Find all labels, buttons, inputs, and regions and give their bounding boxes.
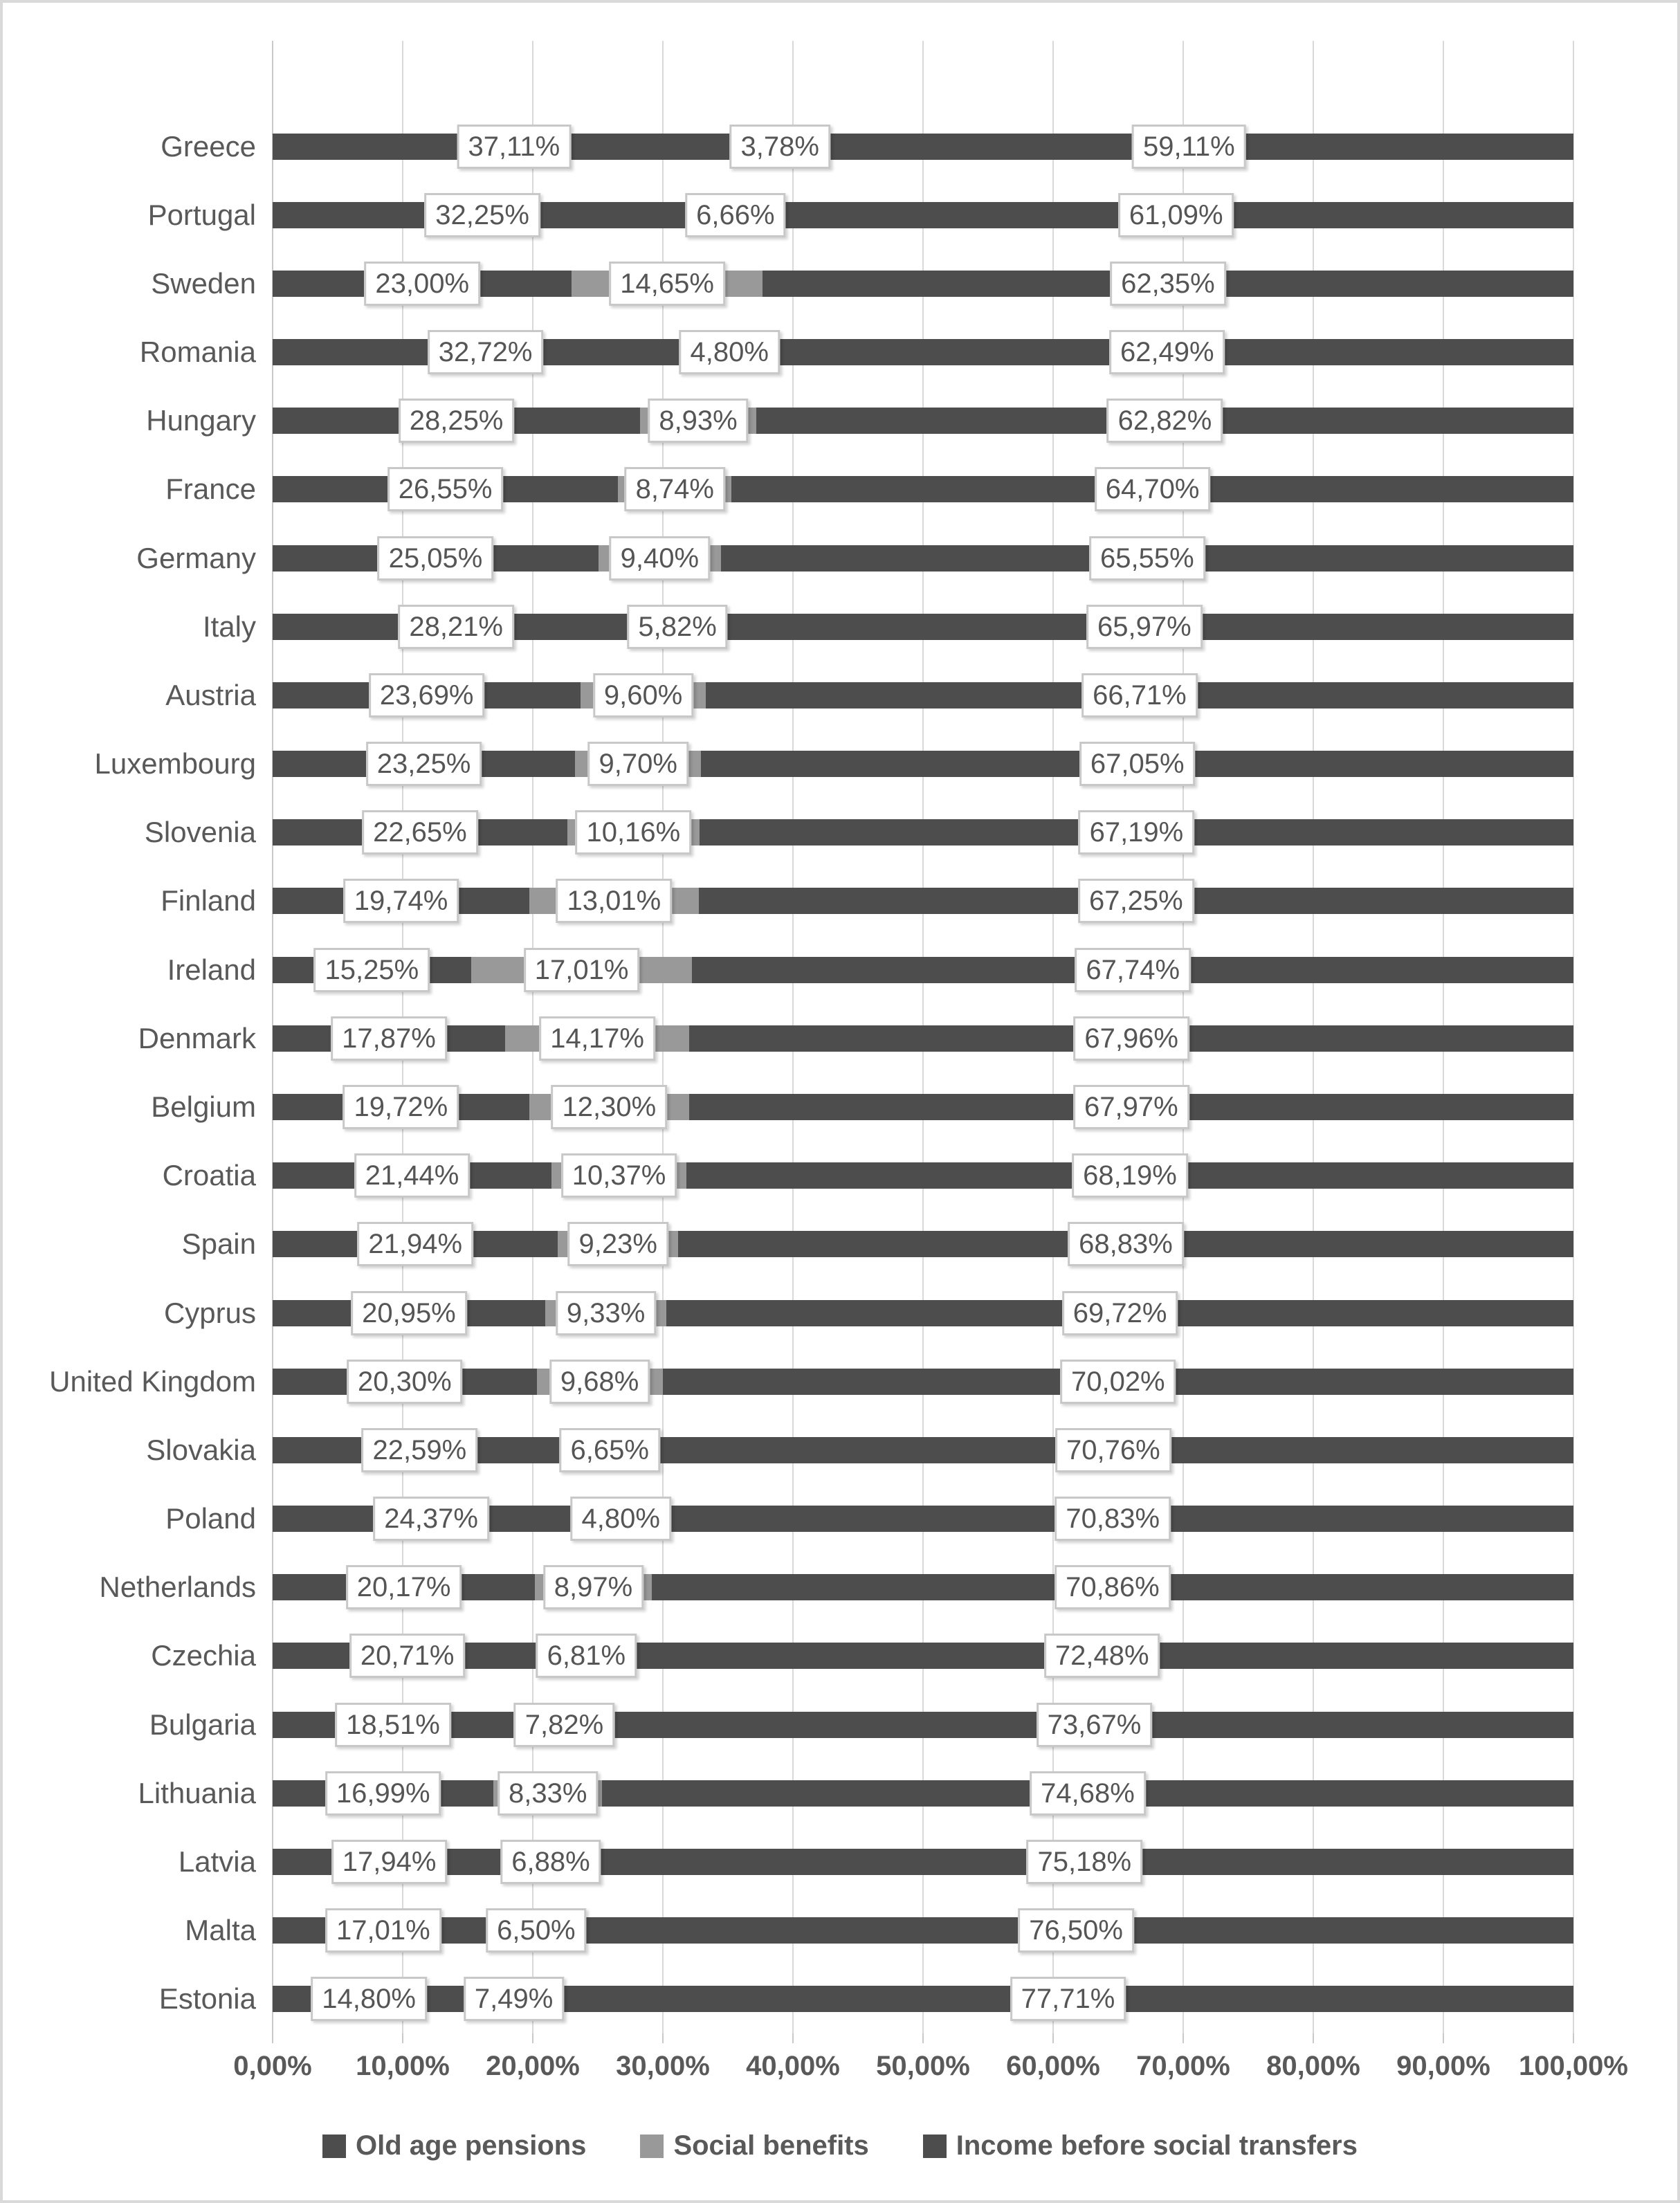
data-label-income-before-social-transfers: 75,18% bbox=[1026, 1840, 1142, 1884]
bar-row-germany bbox=[136, 524, 1573, 592]
data-label-old-age-pensions: 22,65% bbox=[362, 810, 478, 854]
x-tick-label: 30,00% bbox=[616, 2051, 710, 2081]
axis-tick bbox=[792, 2033, 794, 2043]
bar-row-poland bbox=[165, 1484, 1573, 1553]
bar-row-czechia bbox=[151, 1622, 1573, 1690]
bar-row-malta bbox=[185, 1896, 1573, 1964]
category-label-spain: Spain bbox=[181, 1227, 256, 1261]
data-label-income-before-social-transfers: 62,35% bbox=[1110, 262, 1226, 306]
data-label-social-benefits: 8,93% bbox=[648, 399, 748, 443]
bar-row-ireland bbox=[167, 935, 1573, 1004]
bar-row-denmark bbox=[138, 1004, 1573, 1072]
data-label-old-age-pensions: 14,80% bbox=[311, 1977, 427, 2021]
category-label-austria: Austria bbox=[165, 678, 256, 711]
data-label-social-benefits: 5,82% bbox=[627, 605, 727, 649]
category-label-greece: Greece bbox=[161, 129, 256, 163]
bar-row-finland bbox=[161, 867, 1573, 935]
category-label-poland: Poland bbox=[165, 1502, 256, 1535]
data-label-social-benefits: 17,01% bbox=[524, 948, 640, 992]
data-label-old-age-pensions: 24,37% bbox=[373, 1497, 489, 1541]
category-label-bulgaria: Bulgaria bbox=[149, 1708, 256, 1741]
data-label-old-age-pensions: 17,87% bbox=[331, 1016, 447, 1061]
category-label-estonia: Estonia bbox=[158, 1982, 256, 2015]
category-label-france: France bbox=[165, 473, 256, 506]
axis-tick bbox=[922, 2033, 924, 2043]
bar-row-bulgaria bbox=[149, 1690, 1573, 1759]
legend-marker-icon bbox=[923, 2135, 947, 2158]
data-label-income-before-social-transfers: 72,48% bbox=[1044, 1634, 1160, 1678]
stacked-bar-belgium bbox=[273, 1094, 1573, 1120]
data-label-social-benefits: 7,49% bbox=[464, 1977, 564, 2021]
data-label-old-age-pensions: 28,25% bbox=[399, 399, 515, 443]
data-label-income-before-social-transfers: 74,68% bbox=[1030, 1771, 1146, 1816]
axis-tick bbox=[1052, 2033, 1054, 2043]
data-label-income-before-social-transfers: 77,71% bbox=[1010, 1977, 1126, 2021]
data-label-old-age-pensions: 18,51% bbox=[335, 1703, 451, 1747]
axis-tick bbox=[662, 2033, 664, 2043]
data-label-income-before-social-transfers: 62,82% bbox=[1107, 399, 1223, 443]
data-label-income-before-social-transfers: 68,19% bbox=[1072, 1153, 1188, 1198]
data-label-income-before-social-transfers: 69,72% bbox=[1062, 1291, 1178, 1335]
bar-row-slovakia bbox=[146, 1416, 1573, 1484]
axis-tick bbox=[532, 2033, 533, 2043]
stacked-bar-finland bbox=[273, 888, 1573, 914]
bar-row-spain bbox=[181, 1210, 1573, 1279]
legend-label: Income before social transfers bbox=[956, 2130, 1358, 2161]
bar-row-lithuania bbox=[138, 1759, 1573, 1827]
bar-row-romania bbox=[139, 318, 1573, 387]
data-label-income-before-social-transfers: 67,74% bbox=[1075, 948, 1191, 992]
data-label-social-benefits: 9,68% bbox=[549, 1360, 650, 1404]
data-label-income-before-social-transfers: 67,25% bbox=[1078, 879, 1194, 923]
legend-marker-icon bbox=[322, 2135, 346, 2158]
data-label-old-age-pensions: 28,21% bbox=[398, 605, 514, 649]
data-label-social-benefits: 6,65% bbox=[559, 1428, 659, 1472]
data-label-old-age-pensions: 25,05% bbox=[378, 536, 494, 581]
data-label-social-benefits: 3,78% bbox=[729, 125, 830, 169]
category-label-germany: Germany bbox=[136, 541, 256, 574]
x-axis bbox=[233, 2051, 1628, 2092]
data-label-social-benefits: 6,50% bbox=[486, 1908, 586, 1953]
category-label-latvia: Latvia bbox=[178, 1845, 256, 1878]
category-label-finland: Finland bbox=[161, 884, 256, 917]
axis-tick bbox=[1573, 2033, 1574, 2043]
data-label-social-benefits: 9,70% bbox=[588, 742, 688, 786]
category-label-romania: Romania bbox=[139, 336, 256, 369]
data-label-income-before-social-transfers: 76,50% bbox=[1018, 1908, 1134, 1953]
stacked-bar-czechia bbox=[273, 1643, 1573, 1669]
category-label-luxembourg: Luxembourg bbox=[94, 747, 256, 780]
bar-row-hungary bbox=[146, 387, 1573, 455]
data-label-old-age-pensions: 37,11% bbox=[457, 125, 571, 169]
x-tick-label: 80,00% bbox=[1266, 2051, 1360, 2081]
plot-area bbox=[49, 41, 1573, 2033]
data-label-social-benefits: 13,01% bbox=[556, 879, 673, 923]
bar-row-luxembourg bbox=[94, 730, 1573, 798]
stacked-bar-bulgaria bbox=[273, 1712, 1573, 1738]
legend-label: Social benefits bbox=[673, 2130, 869, 2161]
data-label-old-age-pensions: 19,72% bbox=[343, 1085, 459, 1129]
bar-row-croatia bbox=[162, 1142, 1573, 1210]
data-label-social-benefits: 10,16% bbox=[575, 810, 691, 854]
bar-row-slovenia bbox=[144, 798, 1573, 867]
category-label-czechia: Czechia bbox=[151, 1639, 256, 1672]
data-label-social-benefits: 8,74% bbox=[625, 467, 725, 511]
data-label-social-benefits: 12,30% bbox=[551, 1085, 668, 1129]
data-label-social-benefits: 9,60% bbox=[593, 673, 693, 717]
data-label-income-before-social-transfers: 61,09% bbox=[1118, 193, 1234, 237]
bar-row-greece bbox=[161, 112, 1573, 181]
data-label-social-benefits: 7,82% bbox=[514, 1703, 614, 1747]
stacked-bar-lithuania bbox=[273, 1780, 1573, 1807]
axis-tick bbox=[402, 2033, 403, 2043]
axis-tick bbox=[1443, 2033, 1444, 2043]
bar-row-portugal bbox=[147, 181, 1573, 249]
data-label-old-age-pensions: 26,55% bbox=[387, 467, 504, 511]
category-label-cyprus: Cyprus bbox=[163, 1296, 256, 1329]
data-label-social-benefits: 6,81% bbox=[536, 1634, 637, 1678]
category-label-united-kingdom: United Kingdom bbox=[49, 1364, 256, 1398]
category-label-lithuania: Lithuania bbox=[138, 1776, 256, 1809]
data-label-income-before-social-transfers: 67,19% bbox=[1079, 810, 1195, 854]
data-label-income-before-social-transfers: 66,71% bbox=[1081, 673, 1198, 717]
data-label-income-before-social-transfers: 67,96% bbox=[1073, 1016, 1189, 1061]
axis-tick bbox=[1183, 2033, 1184, 2043]
legend-marker-icon bbox=[640, 2135, 664, 2158]
data-label-social-benefits: 8,33% bbox=[497, 1771, 598, 1816]
bar-row-sweden bbox=[151, 249, 1573, 318]
data-label-old-age-pensions: 21,94% bbox=[357, 1222, 473, 1266]
data-label-old-age-pensions: 23,69% bbox=[369, 673, 485, 717]
data-label-old-age-pensions: 32,72% bbox=[428, 330, 544, 374]
category-label-portugal: Portugal bbox=[147, 198, 256, 231]
x-tick-label: 0,00% bbox=[233, 2051, 312, 2081]
x-tick-label: 40,00% bbox=[746, 2051, 840, 2081]
data-label-old-age-pensions: 22,59% bbox=[362, 1428, 478, 1472]
legend bbox=[3, 2130, 1677, 2161]
data-label-income-before-social-transfers: 68,83% bbox=[1068, 1222, 1184, 1266]
data-label-social-benefits: 9,23% bbox=[568, 1222, 668, 1266]
data-label-old-age-pensions: 16,99% bbox=[325, 1771, 441, 1816]
bar-row-france bbox=[165, 455, 1573, 524]
data-label-old-age-pensions: 15,25% bbox=[314, 948, 430, 992]
x-tick-label: 60,00% bbox=[1006, 2051, 1100, 2081]
data-label-income-before-social-transfers: 70,86% bbox=[1054, 1565, 1171, 1609]
data-label-old-age-pensions: 19,74% bbox=[343, 879, 459, 923]
bar-row-latvia bbox=[178, 1827, 1573, 1896]
data-label-old-age-pensions: 20,17% bbox=[346, 1565, 462, 1609]
x-tick-label: 90,00% bbox=[1396, 2051, 1490, 2081]
data-label-social-benefits: 14,65% bbox=[609, 262, 725, 306]
data-label-old-age-pensions: 23,00% bbox=[364, 262, 480, 306]
data-label-income-before-social-transfers: 70,83% bbox=[1054, 1497, 1171, 1541]
data-label-old-age-pensions: 20,30% bbox=[347, 1360, 463, 1404]
data-label-income-before-social-transfers: 67,05% bbox=[1079, 742, 1196, 786]
data-label-social-benefits: 10,37% bbox=[561, 1153, 677, 1198]
stacked-bar-cyprus bbox=[273, 1300, 1573, 1326]
category-label-ireland: Ireland bbox=[167, 953, 256, 986]
data-label-income-before-social-transfers: 65,97% bbox=[1086, 605, 1203, 649]
bar-rows bbox=[49, 112, 1573, 2033]
data-label-income-before-social-transfers: 70,76% bbox=[1055, 1428, 1171, 1472]
stacked-bar-netherlands bbox=[273, 1574, 1573, 1600]
x-tick-label: 50,00% bbox=[876, 2051, 970, 2081]
legend-label: Old age pensions bbox=[356, 2130, 587, 2161]
stacked-bar-malta bbox=[273, 1917, 1573, 1944]
data-label-income-before-social-transfers: 70,02% bbox=[1060, 1360, 1176, 1404]
stacked-bar-denmark bbox=[273, 1025, 1573, 1052]
stacked-bar-united-kingdom bbox=[273, 1369, 1573, 1395]
bar-row-netherlands bbox=[99, 1553, 1573, 1622]
data-label-old-age-pensions: 20,71% bbox=[349, 1634, 466, 1678]
category-label-malta: Malta bbox=[185, 1914, 256, 1947]
category-label-croatia: Croatia bbox=[162, 1159, 256, 1192]
axis-tick bbox=[272, 2033, 273, 2043]
data-label-old-age-pensions: 17,94% bbox=[331, 1840, 448, 1884]
x-tick-label: 10,00% bbox=[356, 2051, 450, 2081]
data-label-income-before-social-transfers: 73,67% bbox=[1037, 1703, 1153, 1747]
category-label-denmark: Denmark bbox=[138, 1021, 256, 1054]
bar-row-austria bbox=[165, 661, 1573, 729]
category-label-italy: Italy bbox=[202, 610, 256, 643]
bar-row-estonia bbox=[158, 1965, 1573, 2033]
stacked-bar-latvia bbox=[273, 1849, 1573, 1875]
data-label-income-before-social-transfers: 67,97% bbox=[1073, 1085, 1189, 1129]
data-label-social-benefits: 9,40% bbox=[610, 536, 710, 581]
data-label-social-benefits: 9,33% bbox=[556, 1291, 656, 1335]
data-label-social-benefits: 8,97% bbox=[543, 1565, 643, 1609]
bar-row-cyprus bbox=[163, 1279, 1573, 1347]
data-label-old-age-pensions: 17,01% bbox=[325, 1908, 441, 1953]
data-label-social-benefits: 14,17% bbox=[539, 1016, 655, 1061]
data-label-old-age-pensions: 21,44% bbox=[354, 1153, 471, 1198]
stacked-bar-ireland bbox=[273, 957, 1573, 983]
data-label-social-benefits: 6,88% bbox=[500, 1840, 601, 1884]
axis-tick bbox=[1313, 2033, 1314, 2043]
category-label-netherlands: Netherlands bbox=[99, 1571, 256, 1604]
data-label-social-benefits: 4,80% bbox=[679, 330, 780, 374]
bar-row-italy bbox=[202, 592, 1573, 661]
x-tick-label: 20,00% bbox=[486, 2051, 580, 2081]
category-label-sweden: Sweden bbox=[151, 266, 256, 300]
data-label-income-before-social-transfers: 62,49% bbox=[1109, 330, 1225, 374]
legend-item-social-benefits bbox=[640, 2130, 868, 2161]
data-label-social-benefits: 4,80% bbox=[571, 1497, 671, 1541]
bar-row-belgium bbox=[151, 1072, 1573, 1141]
data-label-old-age-pensions: 20,95% bbox=[351, 1291, 467, 1335]
data-label-income-before-social-transfers: 59,11% bbox=[1132, 125, 1246, 169]
legend-item-old-age-pensions bbox=[322, 2130, 586, 2161]
bar-row-united-kingdom bbox=[49, 1347, 1573, 1416]
x-tick-label: 100,00% bbox=[1519, 2051, 1628, 2081]
category-label-slovenia: Slovenia bbox=[144, 816, 256, 849]
category-label-slovakia: Slovakia bbox=[146, 1433, 256, 1466]
data-label-income-before-social-transfers: 64,70% bbox=[1095, 467, 1211, 511]
data-label-social-benefits: 6,66% bbox=[685, 193, 785, 237]
x-tick-label: 70,00% bbox=[1136, 2051, 1230, 2081]
data-label-income-before-social-transfers: 65,55% bbox=[1089, 536, 1205, 581]
data-label-old-age-pensions: 32,25% bbox=[424, 193, 540, 237]
data-label-old-age-pensions: 23,25% bbox=[366, 742, 482, 786]
category-label-belgium: Belgium bbox=[151, 1090, 256, 1123]
legend-item-income-before-social-transfers bbox=[923, 2130, 1358, 2161]
category-label-hungary: Hungary bbox=[146, 404, 256, 437]
